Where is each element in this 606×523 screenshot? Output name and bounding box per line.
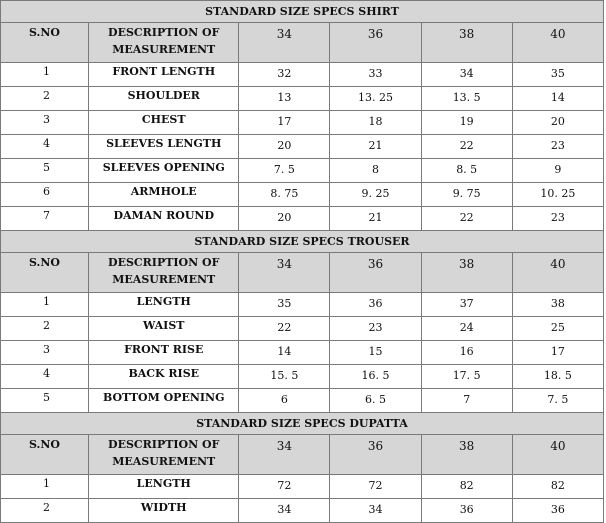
row-size-value: 14 (512, 87, 603, 111)
header-size-label: 34 (276, 439, 293, 453)
table-row (1, 207, 604, 231)
section-title: STANDARD SIZE SPECS TROUSER (1, 231, 604, 253)
row-size-value: 20 (239, 135, 330, 159)
header-description-line2: MEASUREMENT (112, 273, 216, 286)
section-title-row (1, 1, 604, 23)
row-size-value: 36 (421, 499, 512, 523)
header-size (421, 253, 512, 293)
header-size-label: 40 (550, 27, 566, 41)
row-size-value: 20 (239, 207, 330, 231)
section-title-row (1, 413, 604, 435)
row-size-value: 18 (330, 111, 421, 135)
header-description-line2: MEASUREMENT (112, 455, 216, 468)
row-size-value: 6. 5 (330, 389, 421, 413)
table-row (1, 183, 604, 207)
row-size-value: 23 (512, 135, 603, 159)
row-size-value: 9. 75 (421, 183, 512, 207)
section-title: STANDARD SIZE SPECS DUPATTA (1, 413, 604, 435)
row-sno: 6 (1, 183, 89, 207)
size-specs-table-body (1, 1, 604, 523)
section-title-row (1, 231, 604, 253)
row-description: CHEST (89, 111, 239, 135)
row-size-value: 35 (512, 63, 603, 87)
row-sno: 2 (1, 499, 89, 523)
row-size-value: 82 (421, 475, 512, 499)
header-sno: S.NO (1, 23, 89, 63)
header-description (89, 253, 239, 293)
row-size-value: 6 (239, 389, 330, 413)
row-size-value: 17. 5 (421, 365, 512, 389)
row-size-value: 32 (239, 63, 330, 87)
table-row (1, 475, 604, 499)
row-size-value: 20 (512, 111, 603, 135)
table-row (1, 341, 604, 365)
table-row (1, 63, 604, 87)
row-description: SHOULDER (89, 87, 239, 111)
row-size-value: 21 (330, 135, 421, 159)
row-size-value: 18. 5 (512, 365, 603, 389)
row-size-value: 25 (512, 317, 603, 341)
header-size-label: 36 (367, 257, 384, 271)
row-size-value: 22 (239, 317, 330, 341)
table-row (1, 159, 604, 183)
row-sno: 7 (1, 207, 89, 231)
table-row (1, 499, 604, 523)
column-header-row (1, 435, 604, 475)
row-sno: 3 (1, 341, 89, 365)
row-size-value: 23 (330, 317, 421, 341)
row-size-value: 19 (421, 111, 512, 135)
row-size-value: 22 (421, 207, 512, 231)
row-description: LENGTH (89, 293, 239, 317)
header-size-label: 36 (367, 27, 384, 41)
row-description: FRONT LENGTH (89, 63, 239, 87)
header-description-line1: DESCRIPTION OF (108, 438, 220, 451)
header-size-label: 38 (459, 439, 475, 453)
column-header-row (1, 23, 604, 63)
row-description: BOTTOM OPENING (89, 389, 239, 413)
row-size-value: 16. 5 (330, 365, 421, 389)
header-size-label: 40 (550, 257, 566, 271)
header-size (239, 253, 330, 293)
row-size-value: 36 (512, 499, 603, 523)
row-size-value: 34 (239, 499, 330, 523)
row-sno: 2 (1, 87, 89, 111)
row-size-value: 17 (239, 111, 330, 135)
table-row (1, 293, 604, 317)
row-description: DAMAN ROUND (89, 207, 239, 231)
row-size-value: 10. 25 (512, 183, 603, 207)
header-description-line1: DESCRIPTION OF (108, 26, 220, 39)
header-size (512, 435, 603, 475)
row-size-value: 7. 5 (512, 389, 603, 413)
header-description-line2: MEASUREMENT (112, 43, 216, 56)
header-sno: S.NO (1, 253, 89, 293)
row-description: SLEEVES LENGTH (89, 135, 239, 159)
row-size-value: 13. 25 (330, 87, 421, 111)
table-row (1, 135, 604, 159)
header-size-label: 34 (276, 257, 293, 271)
header-size (330, 253, 421, 293)
header-size-label: 34 (276, 27, 293, 41)
row-size-value: 13 (239, 87, 330, 111)
header-size-label: 38 (459, 27, 475, 41)
row-size-value: 36 (330, 293, 421, 317)
row-sno: 5 (1, 389, 89, 413)
header-description-line1: DESCRIPTION OF (108, 256, 220, 269)
row-size-value: 13. 5 (421, 87, 512, 111)
row-sno: 1 (1, 293, 89, 317)
row-size-value: 72 (330, 475, 421, 499)
row-size-value: 35 (239, 293, 330, 317)
row-size-value: 8. 5 (421, 159, 512, 183)
row-sno: 2 (1, 317, 89, 341)
row-size-value: 16 (421, 341, 512, 365)
header-size (330, 435, 421, 475)
table-row (1, 317, 604, 341)
row-description: SLEEVES OPENING (89, 159, 239, 183)
row-sno: 3 (1, 111, 89, 135)
header-size (330, 23, 421, 63)
header-description (89, 23, 239, 63)
row-description: FRONT RISE (89, 341, 239, 365)
row-size-value: 34 (421, 63, 512, 87)
header-size-label: 38 (459, 257, 475, 271)
row-size-value: 23 (512, 207, 603, 231)
row-size-value: 33 (330, 63, 421, 87)
row-size-value: 22 (421, 135, 512, 159)
section-title: STANDARD SIZE SPECS SHIRT (1, 1, 604, 23)
row-size-value: 7. 5 (239, 159, 330, 183)
header-size (512, 23, 603, 63)
row-size-value: 14 (239, 341, 330, 365)
row-size-value: 72 (239, 475, 330, 499)
header-size (239, 435, 330, 475)
table-row (1, 389, 604, 413)
header-size (512, 253, 603, 293)
row-description: WAIST (89, 317, 239, 341)
table-row (1, 111, 604, 135)
row-sno: 4 (1, 365, 89, 389)
row-size-value: 9. 25 (330, 183, 421, 207)
header-size (421, 23, 512, 63)
row-size-value: 9 (512, 159, 603, 183)
row-sno: 1 (1, 63, 89, 87)
header-description (89, 435, 239, 475)
row-sno: 5 (1, 159, 89, 183)
row-description: ARMHOLE (89, 183, 239, 207)
row-size-value: 7 (421, 389, 512, 413)
row-sno: 1 (1, 475, 89, 499)
header-sno: S.NO (1, 435, 89, 475)
row-size-value: 21 (330, 207, 421, 231)
row-size-value: 37 (421, 293, 512, 317)
column-header-row (1, 253, 604, 293)
row-size-value: 24 (421, 317, 512, 341)
header-size-label: 36 (367, 439, 384, 453)
row-size-value: 8 (330, 159, 421, 183)
row-size-value: 82 (512, 475, 603, 499)
row-size-value: 34 (330, 499, 421, 523)
header-size (421, 435, 512, 475)
table-row (1, 87, 604, 111)
row-size-value: 8. 75 (239, 183, 330, 207)
row-description: BACK RISE (89, 365, 239, 389)
table-row (1, 365, 604, 389)
row-sno: 4 (1, 135, 89, 159)
header-size (239, 23, 330, 63)
row-size-value: 17 (512, 341, 603, 365)
row-description: LENGTH (89, 475, 239, 499)
row-size-value: 38 (512, 293, 603, 317)
header-size-label: 40 (550, 439, 566, 453)
row-size-value: 15. 5 (239, 365, 330, 389)
row-size-value: 15 (330, 341, 421, 365)
row-description: WIDTH (89, 499, 239, 523)
